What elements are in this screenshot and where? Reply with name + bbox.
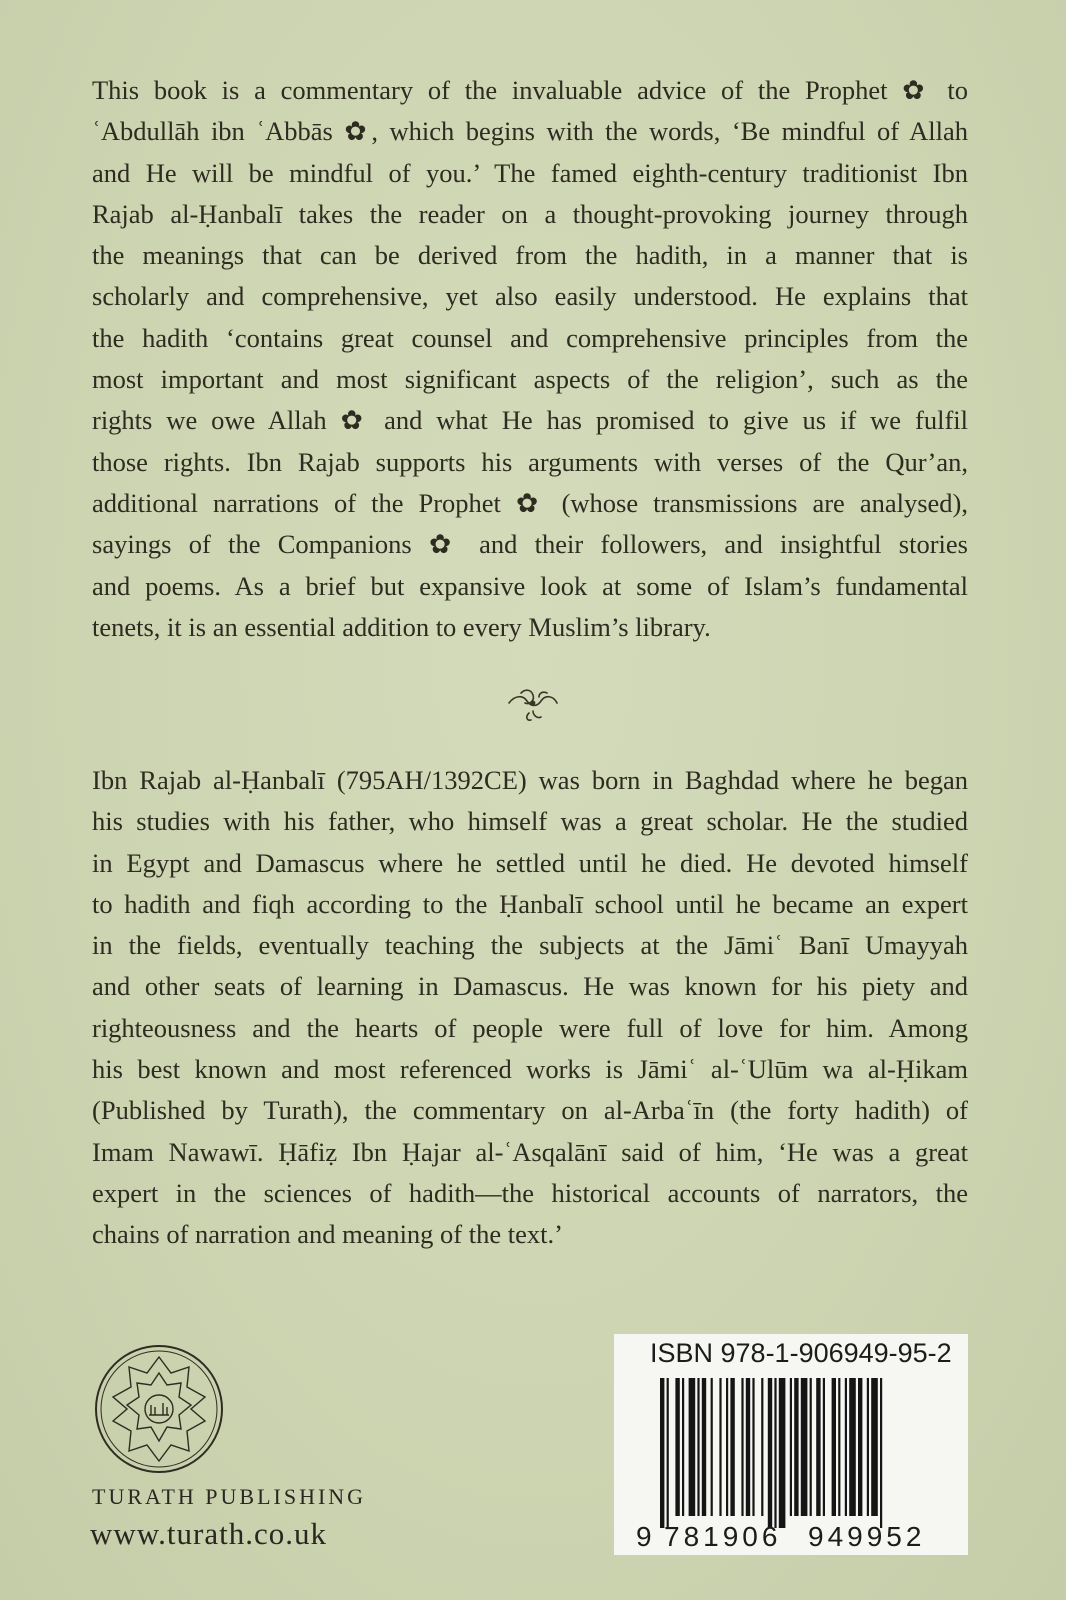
biography-line: and other seats of learning in Damascus. He was known for his piety and (92, 971, 968, 1002)
description-line: sayings of the Companions ✿ and their followers, and insightful stories (92, 529, 968, 560)
barcode-bar (697, 1378, 699, 1516)
author-biography (92, 760, 968, 1256)
barcode-bar (790, 1378, 792, 1516)
description-line: the meanings that can be derived from the hadith, in a manner that is (92, 240, 968, 271)
barcode-bar (816, 1378, 820, 1516)
barcode-bar (794, 1378, 798, 1516)
barcode-bar (741, 1378, 743, 1516)
isbn-barcode (614, 1334, 968, 1555)
description-line: those rights. Ibn Rajab supports his arguments with verses of the Qur’an, (92, 446, 968, 477)
barcode-digit-lead: 9 (636, 1521, 652, 1552)
barcode-bar (838, 1378, 840, 1516)
barcode-bar (867, 1378, 869, 1516)
description-line: the hadith ‘contains great counsel and comprehensive principles from the (92, 322, 968, 353)
description-line: rights we owe Allah ✿ and what He has promised to give us if we fulfil (92, 405, 968, 436)
barcode-bar (746, 1378, 750, 1516)
barcode-bar (801, 1378, 808, 1516)
biography-line: in the fields, eventually teaching the subjects at the Jāmiʿ Banī Umayyah (92, 930, 968, 961)
publisher-logo-icon (93, 1343, 225, 1475)
barcode-image (634, 1374, 952, 1552)
biography-line: Imam Nawawī. Ḥāfiẓ Ibn Ḥajar al-ʿAsqalānī said of him, ‘He was a great (92, 1136, 968, 1167)
barcode-bar (682, 1378, 684, 1516)
barcode-bar (779, 1378, 786, 1528)
description-line: most important and most significant aspects of the religion’, such as the (92, 364, 968, 395)
publisher-name: TURATH PUBLISHING (92, 1484, 367, 1509)
biography-line: his best known and most referenced works is Jāmiʿ al-ʿUlūm wa al-Ḥikam (92, 1054, 968, 1085)
barcode-bar (689, 1378, 696, 1516)
barcode-bar (730, 1378, 734, 1516)
barcode-bar (726, 1378, 728, 1516)
barcode-bar (880, 1378, 882, 1528)
barcode-bar (702, 1378, 706, 1516)
biography-line: (Published by Turath), the commentary on al-Arbaʿīn (the forty hadith) of (92, 1095, 968, 1126)
barcode-bar (675, 1378, 679, 1516)
description-line: Rajab al-Ḥanbalī takes the reader on a thought-provoking journey through (92, 198, 968, 229)
isbn-label: ISBN 978-1-906949-95-2 (650, 1338, 952, 1368)
biography-line: chains of narration and meaning of the text.’ (92, 1219, 563, 1250)
ornament-divider-icon (503, 683, 563, 723)
description-line: This book is a commentary of the invaluable advice of the Prophet ✿ to (92, 75, 968, 105)
barcode-bar (711, 1378, 713, 1516)
barcode-bar (667, 1378, 669, 1528)
barcode-digits-right: 949952 (808, 1521, 926, 1552)
barcode-bar (832, 1378, 836, 1516)
publisher-website[interactable]: www.turath.co.uk (90, 1516, 327, 1551)
barcode-bar (845, 1378, 847, 1516)
barcode-bar (761, 1378, 763, 1516)
barcode-bar (849, 1378, 856, 1516)
book-description (92, 70, 968, 648)
barcode-digits-left: 781906 (664, 1521, 782, 1552)
barcode-bar (660, 1378, 664, 1528)
description-line: tenets, it is an essential addition to every Muslim’s library. (92, 611, 711, 642)
barcode-bar (774, 1378, 776, 1528)
description-line: ʿAbdullāh ibn ʿAbbās ✿, which begins with the words, ‘Be mindful of Allah (92, 116, 968, 147)
description-line: and poems. As a brief but expansive look at some of Islam’s fundamental (92, 570, 968, 601)
description-line: scholarly and comprehensive, yet also easily understood. He explains that (92, 281, 968, 312)
biography-line: expert in the sciences of hadith—the historical accounts of narrators, the (92, 1177, 968, 1208)
barcode-bar (858, 1378, 862, 1516)
barcode-bar (768, 1378, 772, 1528)
description-line: and He will be mindful of you.’ The famed eighth-century traditionist Ibn (92, 157, 968, 188)
biography-line: righteousness and the hearts of people were full of love for him. Among (92, 1012, 968, 1043)
barcode-bar (871, 1378, 878, 1516)
biography-line: his studies with his father, who himself was a great scholar. He the studied (92, 806, 968, 837)
barcode-bar (823, 1378, 825, 1516)
description-line: additional narrations of the Prophet ✿ (whose transmissions are analysed), (92, 487, 968, 518)
barcode-bar (719, 1378, 721, 1516)
barcode-bar (752, 1378, 754, 1516)
biography-line: Ibn Rajab al-Ḥanbalī (795AH/1392CE) was born in Baghdad where he began (92, 765, 968, 795)
biography-line: to hadith and fiqh according to the Ḥanbalī school until he became an expert (92, 888, 968, 919)
biography-line: in Egypt and Damascus where he settled until he died. He devoted himself (92, 847, 968, 878)
barcode-bar (810, 1378, 812, 1516)
